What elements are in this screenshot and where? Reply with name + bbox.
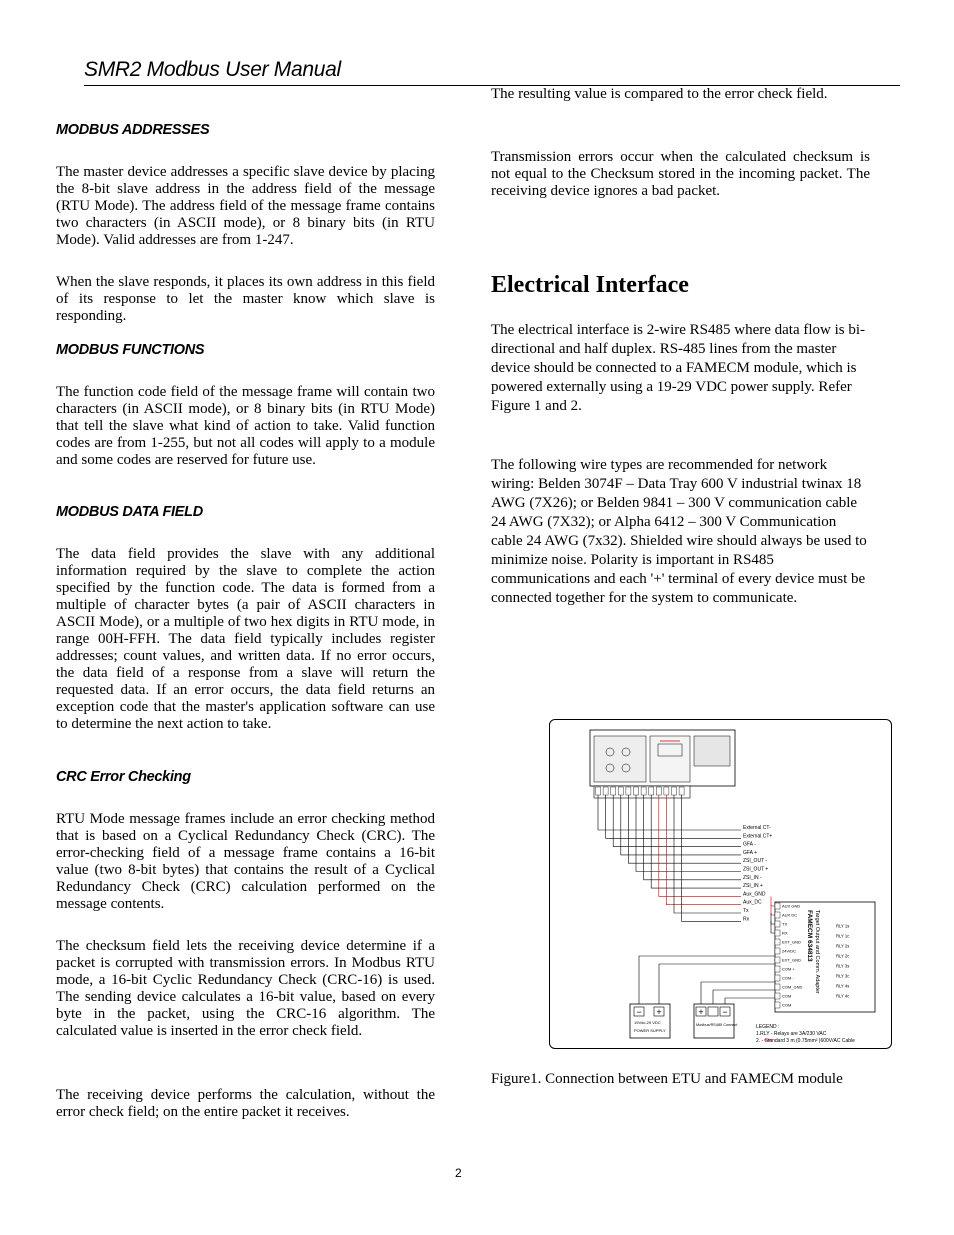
etu-pin	[679, 787, 684, 795]
wiring-diagram	[549, 719, 892, 1049]
etu-pin	[672, 787, 677, 795]
electrical-paragraph-1: The electrical interface is 2-wire RS485 where data flow is bi-directional and half duplex. RS-485 lines from the master device should be connected to a FAMECM module, which is powered externally using a 19-29 VDC power supply. Refer Figure 1 and 2.	[491, 322, 866, 414]
module-left-terminal	[775, 948, 780, 954]
functions-paragraph: The function code field of the message frame will contain two characters (in ASCII mode), or 8 binary bits (in RTU Mode) that tell the slave what kind of action to take. Valid function codes are from 1-255, but not all codes will apply to a module and some codes are reserved for future use.	[56, 384, 435, 468]
manual-title: SMR2 Modbus User Manual	[84, 58, 341, 81]
addresses-paragraph-1: The master device addresses a specific slave device by placing the 8-bit slave address in the address field of the message (RTU Mode). The address field of the message frame contains two characters (in ASCII mode), or 8 binary bits (in RTU Mode). Valid addresses are from 1-247.	[56, 164, 435, 248]
legend-line-2: 2. - Standard 3 m (0.75mm² )600V/AC Cable	[756, 1038, 855, 1044]
addresses-paragraph-2: When the slave responds, it places its own address in this field of its response to let the master know which slave is responding.	[56, 274, 435, 324]
module-left-terminal-label: COM_GND	[782, 984, 803, 990]
etu-pin	[656, 787, 661, 795]
module-left-terminal	[775, 939, 780, 945]
module-right-terminal-label: RLY 4s	[836, 983, 850, 989]
modbus-plus-icon: +	[698, 1007, 704, 1017]
module-link-wire	[771, 896, 775, 906]
wire-label: Aux_DC	[743, 899, 762, 906]
modbus-minus-icon: −	[722, 1007, 728, 1017]
wire-label: External CT-	[743, 825, 771, 831]
etu-wire	[606, 795, 741, 838]
etu-pin	[649, 787, 654, 795]
wire-label: GFA -	[743, 841, 756, 848]
module-left-terminal	[775, 912, 780, 918]
etu-wire	[651, 795, 741, 888]
page-number: 2	[455, 1166, 462, 1180]
wire-label: Rx	[743, 916, 750, 923]
etu-wire	[628, 795, 741, 863]
module-right-terminal-label: RLY 1s	[836, 923, 850, 929]
famecm-title: FAMECM 634813	[806, 910, 813, 962]
module-left-terminal-label: AUX DC	[782, 912, 798, 918]
wire-label: GFA +	[743, 849, 758, 856]
etu-pin	[641, 787, 646, 795]
wire-label: Tx	[743, 908, 749, 914]
module-left-terminal-label: AUX GND	[782, 903, 801, 909]
bottom-wires	[639, 956, 775, 1004]
etu-pin	[611, 787, 616, 795]
etu-pin	[664, 787, 669, 795]
famecm-subtitle: Target Output and Comm. Adapter	[814, 910, 820, 994]
module-left-terminal-label: COM	[782, 993, 792, 999]
power-rating: 19Vdc-29 VDC	[634, 1020, 661, 1025]
etu-wire	[644, 795, 741, 880]
module-left-terminal	[775, 993, 780, 999]
modbus-label: Modbus/RS485 Connect	[696, 1023, 738, 1027]
crc-paragraph-1: RTU Mode message frames include an error checking method that is based on a Cyclical Redundancy Check (CRC). The error-checking field of a message frame contains a 16-bit value (two 8-bit bytes) that contains the result of a Cyclical Redundancy Check (CRC) calculation performed on the message contents.	[56, 811, 435, 912]
crc-paragraph-2: The checksum field lets the receiving device determine if a packet is corrupted with transmission errors. In Modbus RTU mode, a 16-bit Cyclic Redundancy Check (CRC-16) is used. The sending device calculates a 16-bit value, based on every byte in the packet, using the CRC-16 algorithm. The calculated value is inserted in the error check field.	[56, 938, 435, 1039]
power-supply	[630, 1004, 670, 1038]
module-left-terminal-label: COM +	[782, 966, 795, 972]
etu-wire	[682, 795, 741, 921]
module-left-terminal-label: 24V/DC	[782, 948, 797, 954]
module-link-wire	[771, 913, 775, 924]
figure-caption: Figure1. Connection between ETU and FAMECM module	[491, 1071, 843, 1087]
module-left-terminal	[775, 966, 780, 972]
heading-modbus-addresses: MODBUS ADDRESSES	[56, 122, 210, 138]
etu-wire	[598, 795, 741, 830]
module-left-terminal	[775, 921, 780, 927]
datafield-paragraph: The data field provides the slave with any additional information required by the slave to complete the action specified by the function code. The data is formed from a multiple of character bytes (a pair of ASCII characters in ASCII Mode), or a multiple of two hex digits in RTU mode, in range 00H-FFH. The data field typically includes register addresses; count values, and written data. If no error occurs, the data field of a response from a slave will return the requested data. If an error occurs, the data field returns an exception code that the master's application software can use to determine the next action to take.	[56, 546, 435, 732]
electrical-paragraph-2: The following wire types are recommended for network wiring: Belden 3074F – Data Tray 600 V industrial twinax 18 AWG (7X26); or Belden 9841 – 300 V communication cable 24 AWG (7X32); or Alpha 6412 – 300 V Communication cable 24 AWG (7x32). Shielded wire should always be used to minimize noise. Polarity is important in RS485 communications and each '+' terminal of every device must be connected together for the system to communicate.	[491, 457, 867, 606]
legend-title: LEGEND :	[756, 1024, 780, 1030]
etu-wire	[621, 795, 741, 855]
etu-pin	[596, 787, 601, 795]
wire-label: ZSI_OUT -	[743, 858, 768, 865]
etu-wire	[636, 795, 741, 872]
module-left-terminal-label: EXT_GND	[782, 939, 801, 945]
module-left-terminal	[775, 930, 780, 936]
module-right-terminal-label: RLY 3s	[836, 963, 850, 969]
module-link-wire	[771, 921, 775, 933]
heading-modbus-data-field: MODBUS DATA FIELD	[56, 504, 203, 520]
power-plus-icon: +	[656, 1007, 662, 1017]
modbus-connector	[694, 1004, 738, 1038]
module-left-terminal	[775, 1002, 780, 1008]
etu-wire	[613, 795, 741, 847]
wire-label: ZSI_OUT +	[743, 866, 769, 873]
wire-label: ZSI_IN -	[743, 874, 762, 881]
module-left-terminal-label: RX	[782, 930, 788, 936]
module-right-terminal-label: RLY 3c	[836, 973, 850, 979]
wire-label: Aux_GND	[743, 891, 766, 898]
wire-labels	[743, 825, 772, 922]
right-paragraph-2: Transmission errors occur when the calculated checksum is not equal to the Checksum stored in the incoming packet. The receiving device ignores a bad packet.	[491, 149, 870, 199]
heading-crc-error-checking: CRC Error Checking	[56, 769, 191, 785]
crc-paragraph-3: The receiving device performs the calculation, without the error check field; on the entire packet it receives.	[56, 1087, 435, 1120]
module-left-terminal	[775, 957, 780, 963]
wire-label: ZSI_IN +	[743, 883, 763, 890]
power-minus-icon: −	[636, 1007, 642, 1017]
module-left-terminal-label: TX	[782, 921, 788, 927]
right-paragraph-1: The resulting value is compared to the error check field.	[491, 86, 828, 102]
module-left-terminal	[775, 984, 780, 990]
legend-line-1: 1.RLY - Relays are 3A/230 VAC	[756, 1031, 827, 1037]
power-supply-label: POWER SUPPLY	[634, 1028, 666, 1033]
etu-pin	[603, 787, 608, 795]
module-right-terminal-label: RLY 1c	[836, 933, 850, 939]
etu-wire	[674, 795, 741, 913]
module-left-terminal-label: EXT_GND	[782, 957, 801, 963]
etu-pin	[618, 787, 623, 795]
module-right-terminal-label: RLY 4c	[836, 993, 850, 999]
wire-label: External CT+	[743, 833, 773, 840]
module-right-terminal-label: RLY 2s	[836, 943, 850, 949]
module-left-terminal-label: COM -	[782, 975, 794, 981]
heading-modbus-functions: MODBUS FUNCTIONS	[56, 342, 205, 358]
heading-electrical-interface: Electrical Interface	[491, 272, 689, 298]
etu-pin	[626, 787, 631, 795]
etu-pin	[634, 787, 639, 795]
module-left-terminal-label: COM	[782, 1002, 792, 1008]
module-left-terminal	[775, 975, 780, 981]
etu-wire	[659, 795, 741, 896]
module-right-terminal-label: RLY 2c	[836, 953, 850, 959]
module-left-terminal	[775, 903, 780, 909]
